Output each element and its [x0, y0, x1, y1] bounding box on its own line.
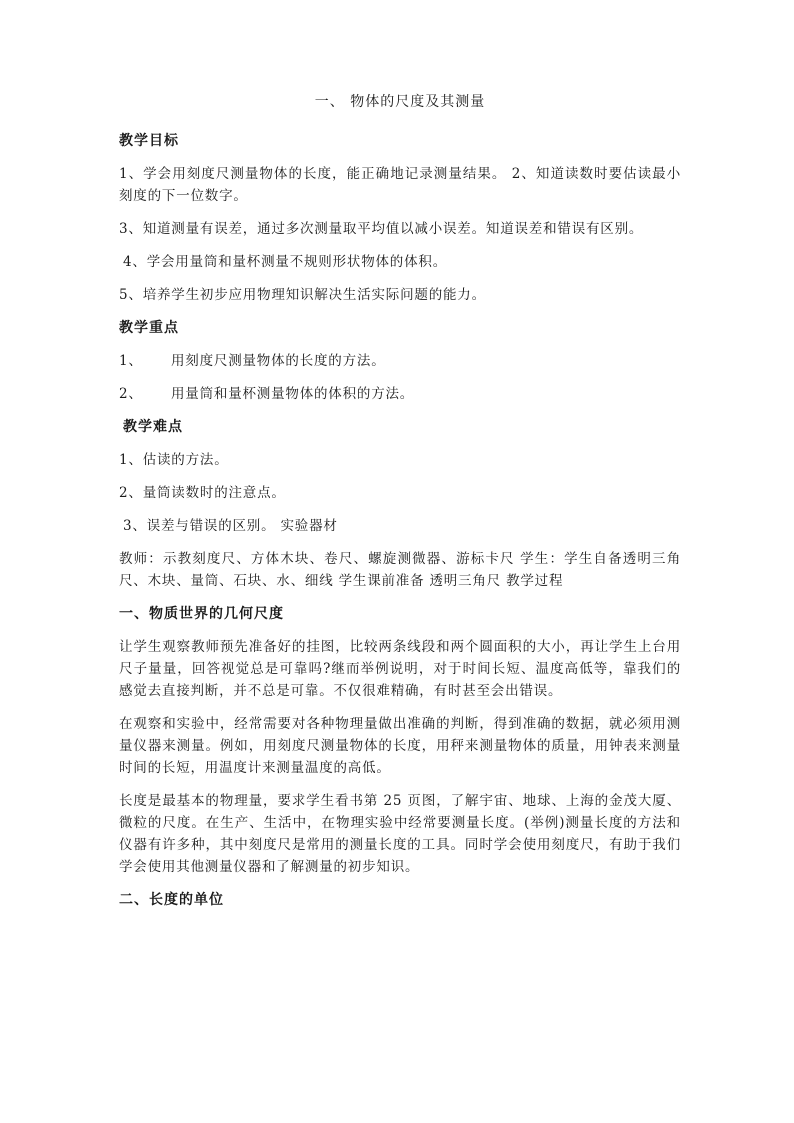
key-points-heading: 教学重点 — [119, 320, 179, 336]
goal-item-5: 5、培养学生初步应用物理知识解决生活实际问题的能力。 — [119, 287, 486, 303]
document-page — [119, 92, 681, 922]
key-point-number: 2、 — [119, 386, 143, 402]
page-title: 一、 物体的尺度及其测量 — [314, 94, 486, 110]
difficulty-item-1: 1、估读的方法。 — [119, 452, 229, 468]
difficulty-item-3: 3、误差与错误的区别。 实验器材 — [123, 518, 338, 534]
part1-heading: 一、物质世界的几何尺度 — [119, 606, 284, 622]
key-point-text: 用量筒和量杯测量物体的体积的方法。 — [171, 386, 415, 402]
key-point-2 — [119, 383, 681, 405]
part1-paragraph-1: 让学生观察教师预先准备好的挂图，比较两条线段和两个圆面积的大小，再让学生上台用尺子量量，回答视觉总是可靠吗?继而举例说明，对于时间长短、温度高低等，靠我们的感觉去直接判断，并不总是可靠。不仅很难精确，有时甚至会出错误。 — [119, 639, 681, 699]
goals-heading: 教学目标 — [119, 133, 179, 149]
goal-item-4: 4、学会用量筒和量杯测量不规则形状物体的体积。 — [123, 254, 447, 270]
difficulty-item-2: 2、量筒读数时的注意点。 — [119, 485, 286, 501]
difficulty-heading: 教学难点 — [123, 419, 183, 435]
equipment-paragraph: 教师：示教刻度尺、方体木块、卷尺、螺旋测微器、游标卡尺 学生：学生自备透明三角尺、木块、量筒、石块、水、细线 学生课前准备 透明三角尺 教学过程 — [119, 551, 681, 589]
goal-item-3: 3、知道测量有误差，通过多次测量取平均值以减小误差。知道误差和错误有区别。 — [119, 221, 644, 237]
part1-paragraph-2: 在观察和实验中，经常需要对各种物理量做出准确的判断，得到准确的数据，就必须用测量仪器来测量。例如，用刻度尺测量物体的长度，用秤来测量物体的质量，用钟表来测量时间的长短，用温度计来测量温度的高低。 — [119, 716, 681, 776]
part2-heading: 二、长度的单位 — [119, 892, 224, 908]
goal-item-1: 1、学会用刻度尺测量物体的长度，能正确地记录测量结果。 2、知道读数时要估读最小刻度的下一位数字。 — [119, 166, 681, 204]
key-point-1 — [119, 350, 681, 372]
key-point-text: 用刻度尺测量物体的长度的方法。 — [171, 353, 386, 369]
key-point-number: 1、 — [119, 353, 143, 369]
part1-paragraph-3: 长度是最基本的物理量，要求学生看书第 25 页图，了解宇宙、地球、上海的金茂大厦、微粒的尺度。在生产、生活中，在物理实验中经常要测量长度。(举例)测量长度的方法和仪器有许多种，其中刻度尺是常用的测量长度的工具。同时学会使用刻度尺，有助于我们学会使用其他测量仪器和了解测量的初步知识。 — [119, 793, 681, 875]
